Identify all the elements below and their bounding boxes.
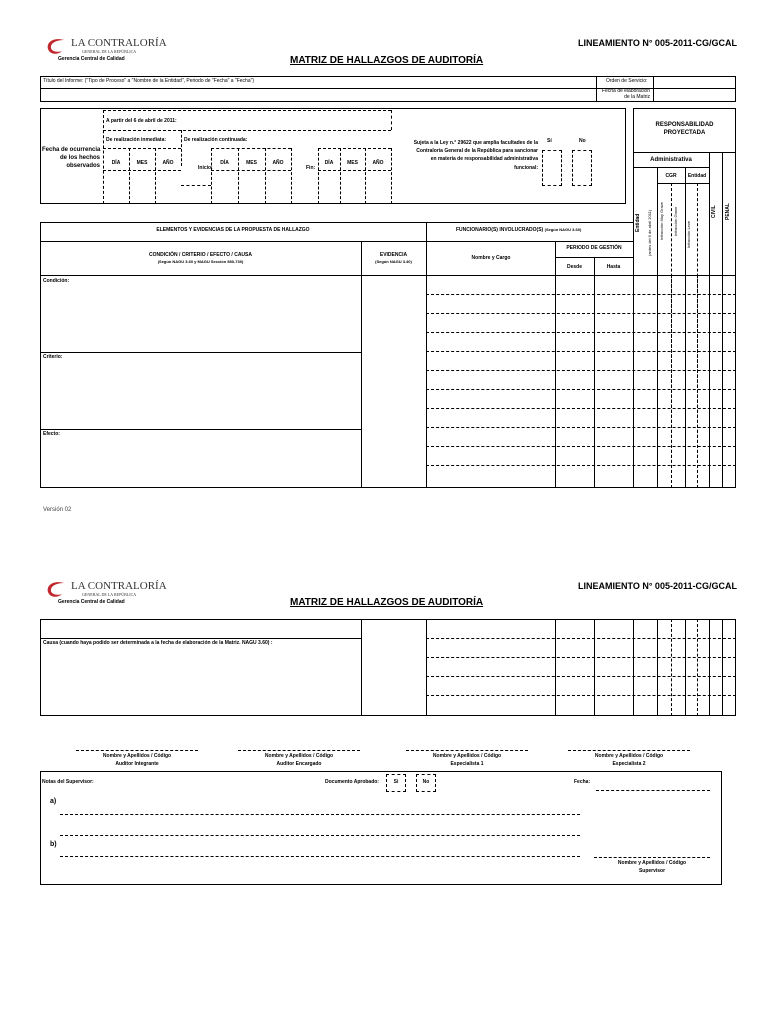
note-a-line-1[interactable]	[60, 814, 580, 815]
aprobado-no-label: No	[422, 779, 430, 785]
version-label: Versión 02	[43, 507, 72, 513]
fin-label: Fin:	[306, 165, 316, 171]
funcionarios-header	[456, 228, 581, 233]
supervisor-role: Supervisor	[638, 868, 666, 874]
col-entidad-label: Entidad	[635, 213, 641, 232]
logo-name: LA CONTRALORÍA	[71, 580, 167, 592]
col-muy-grave-label: Infracción Muy Grave	[659, 201, 664, 240]
fecha-ocurrencia-label-2: de los hechos	[59, 155, 100, 161]
funcionario-row[interactable]	[426, 351, 736, 352]
criterio-label: Criterio:	[43, 354, 63, 360]
sig3-name-label: Nombre y Apellidos / Código	[432, 753, 502, 759]
funcionario-row[interactable]	[426, 638, 736, 639]
lineamiento: LINEAMIENTO N° 005-2011-CG/GCAL	[578, 38, 737, 48]
civil-label: CIVIL	[711, 205, 717, 218]
desde-header: Desde	[566, 264, 582, 270]
sujeta-no-label: No	[579, 138, 586, 144]
funcionarios-sub-label: (Según NAGU 3.60)	[544, 227, 582, 232]
inicio-label: Inicio:	[198, 165, 213, 171]
sig4-role: Especialista 2	[612, 761, 646, 767]
efecto-label: Efecto:	[43, 431, 60, 437]
col-leve-label: Infracción Leve	[686, 220, 691, 248]
column-divider	[685, 275, 686, 488]
funcionario-row[interactable]	[426, 313, 736, 314]
note-b-label: b)	[50, 841, 57, 848]
funcionarios-label: FUNCIONARIO(S) INVOLUCRADO(S)	[456, 227, 544, 233]
col-grave-label: Infracción Grave	[673, 206, 678, 236]
inicio-anio-label: AÑO	[272, 160, 284, 166]
entidad-label: Entidad	[687, 173, 707, 179]
dia-label: DÍA	[111, 160, 121, 166]
notas-supervisor-label: Notas del Supervisor:	[42, 779, 94, 785]
funcionario-row[interactable]	[426, 408, 736, 409]
contraloria-logo-2	[44, 580, 167, 606]
lineamiento-2: LINEAMIENTO N° 005-2011-CG/GCAL	[578, 581, 737, 591]
anio-label: AÑO	[162, 160, 174, 166]
sig1-role: Auditor Integrante	[115, 761, 159, 767]
sujeta-si-checkbox[interactable]	[542, 150, 562, 186]
causa-label: Causa (cuando haya podido ser determinada a la fecha de elaboración de la Matriz. NAGU 3.60) :	[43, 640, 273, 646]
inmediata-label: De realización inmediata:	[106, 137, 167, 143]
sujeta-label-4: funcional:	[514, 165, 538, 171]
sujeta-label-2: Contraloría General de la República para sancionar	[416, 148, 538, 154]
note-a-line-2[interactable]	[60, 835, 580, 836]
sig2-name-label: Nombre y Apellidos / Código	[264, 753, 334, 759]
funcionario-row[interactable]	[426, 695, 736, 696]
sig2-role: Auditor Encargado	[276, 761, 322, 767]
page-2	[0, 560, 768, 1000]
sig3-role: Especialista 1	[450, 761, 484, 767]
page-title-2: MATRIZ DE HALLAZGOS DE AUDITORÍA	[290, 597, 484, 608]
logo-department: Gerencia Central de Calidad	[58, 56, 125, 62]
administrativa-label: Administrativa	[650, 157, 692, 163]
funcionario-row[interactable]	[426, 332, 736, 333]
responsabilidad-title-2: PROYECTADA	[663, 130, 706, 136]
fecha-elaboracion-label-1: Fecha de elaboración	[601, 88, 650, 94]
periodo-header: PERIODO DE GESTIÓN	[566, 245, 622, 251]
logo-swoosh-icon	[44, 580, 66, 600]
funcionario-row[interactable]	[426, 676, 736, 677]
supervisor-notes-box	[40, 771, 722, 885]
penal-label: PENAL	[725, 203, 731, 220]
sujeta-label-1: Sujeta a la Ley n.° 29622 que amplia facultades de la	[413, 140, 538, 146]
fecha-ocurrencia-label-3: observados	[66, 163, 100, 169]
fecha-label: Fecha:	[574, 779, 591, 785]
cgr-label: CGR	[665, 173, 677, 179]
contraloria-logo	[44, 37, 167, 63]
inicio-mes-label: MES	[246, 160, 257, 166]
inicio-dia-label: DÍA	[220, 160, 229, 166]
funcionario-row[interactable]	[426, 427, 736, 428]
logo-subtitle: GENERAL DE LA REPÚBLICA	[82, 592, 137, 597]
responsabilidad-title-1: RESPONSABILIDAD	[655, 122, 714, 128]
sig1-name-label: Nombre y Apellidos / Código	[102, 753, 172, 759]
logo-department: Gerencia Central de Calidad	[58, 599, 125, 605]
column-divider	[657, 275, 658, 488]
fecha-ocurrencia-label-1: Fecha de ocurrencia	[42, 147, 101, 153]
condicion-sub-header: (Según NAGU 3.60 y MAGU Sección 580-730)	[157, 259, 244, 264]
evidencia-sub-header: (Según NAGU 3.40)	[375, 259, 412, 264]
sujeta-si-label: Sí	[547, 138, 552, 144]
logo-name: LA CONTRALORÍA	[71, 37, 167, 49]
fin-dia-label: DÍA	[324, 160, 334, 166]
condicion-label: Condición:	[43, 278, 70, 284]
condicion-header: CONDICIÓN / CRITERIO / EFECTO / CAUSA	[149, 252, 252, 258]
a-partir-label: A partir del 6 de abril de 2011:	[106, 118, 177, 124]
causa-table	[40, 619, 736, 716]
fin-anio-label: AÑO	[372, 160, 384, 166]
note-b-line-1[interactable]	[60, 856, 580, 857]
doc-aprobado-label: Documento Aprobado:	[325, 779, 379, 785]
column-divider	[697, 275, 698, 488]
supervisor-name-label: Nombre y Apellidos / Código	[617, 860, 687, 866]
column-divider	[671, 275, 672, 488]
fecha-elaboracion-label-2: de la Matriz	[624, 94, 650, 100]
logo-swoosh-icon	[44, 37, 66, 57]
funcionario-row[interactable]	[426, 294, 736, 295]
sujeta-label-3: en materia de responsabilidad administrativa	[430, 156, 538, 162]
fin-mes-label: MES	[347, 160, 358, 166]
funcionario-row[interactable]	[426, 370, 736, 371]
funcionario-row[interactable]	[426, 446, 736, 447]
nombre-cargo-header: Nombre y Cargo	[471, 255, 511, 261]
elements-header: ELEMENTOS Y EVIDENCIAS DE LA PROPUESTA DE HALLAZGO	[156, 227, 310, 233]
continuada-label: De realización continuada:	[184, 137, 248, 143]
hasta-header: Hasta	[606, 264, 621, 270]
note-a-label: a)	[50, 798, 57, 805]
funcionario-row[interactable]	[426, 389, 736, 390]
column-divider	[633, 275, 634, 488]
col-entidad-sub-label: (antes del 6 de abril 2011)	[647, 209, 652, 256]
mes-label: MES	[136, 160, 148, 166]
orden-servicio-label: Orden de Servicio:	[606, 78, 648, 84]
report-title-label: Título del Informe: ("Tipo de Proceso" a "Nombre de la Entidad", Periodo de "Fecha" a "Fecha")	[43, 78, 255, 84]
logo-subtitle: GENERAL DE LA REPÚBLICA	[82, 49, 137, 54]
aprobado-si-label: Si	[393, 779, 399, 785]
page-title: MATRIZ DE HALLAZGOS DE AUDITORÍA	[290, 55, 484, 66]
funcionario-row[interactable]	[426, 657, 736, 658]
sujeta-no-checkbox[interactable]	[572, 150, 592, 186]
sig4-name-label: Nombre y Apellidos / Código	[594, 753, 664, 759]
fecha-field[interactable]	[596, 790, 710, 791]
evidencia-header: EVIDENCIA	[379, 252, 408, 258]
funcionario-row[interactable]	[426, 465, 736, 466]
